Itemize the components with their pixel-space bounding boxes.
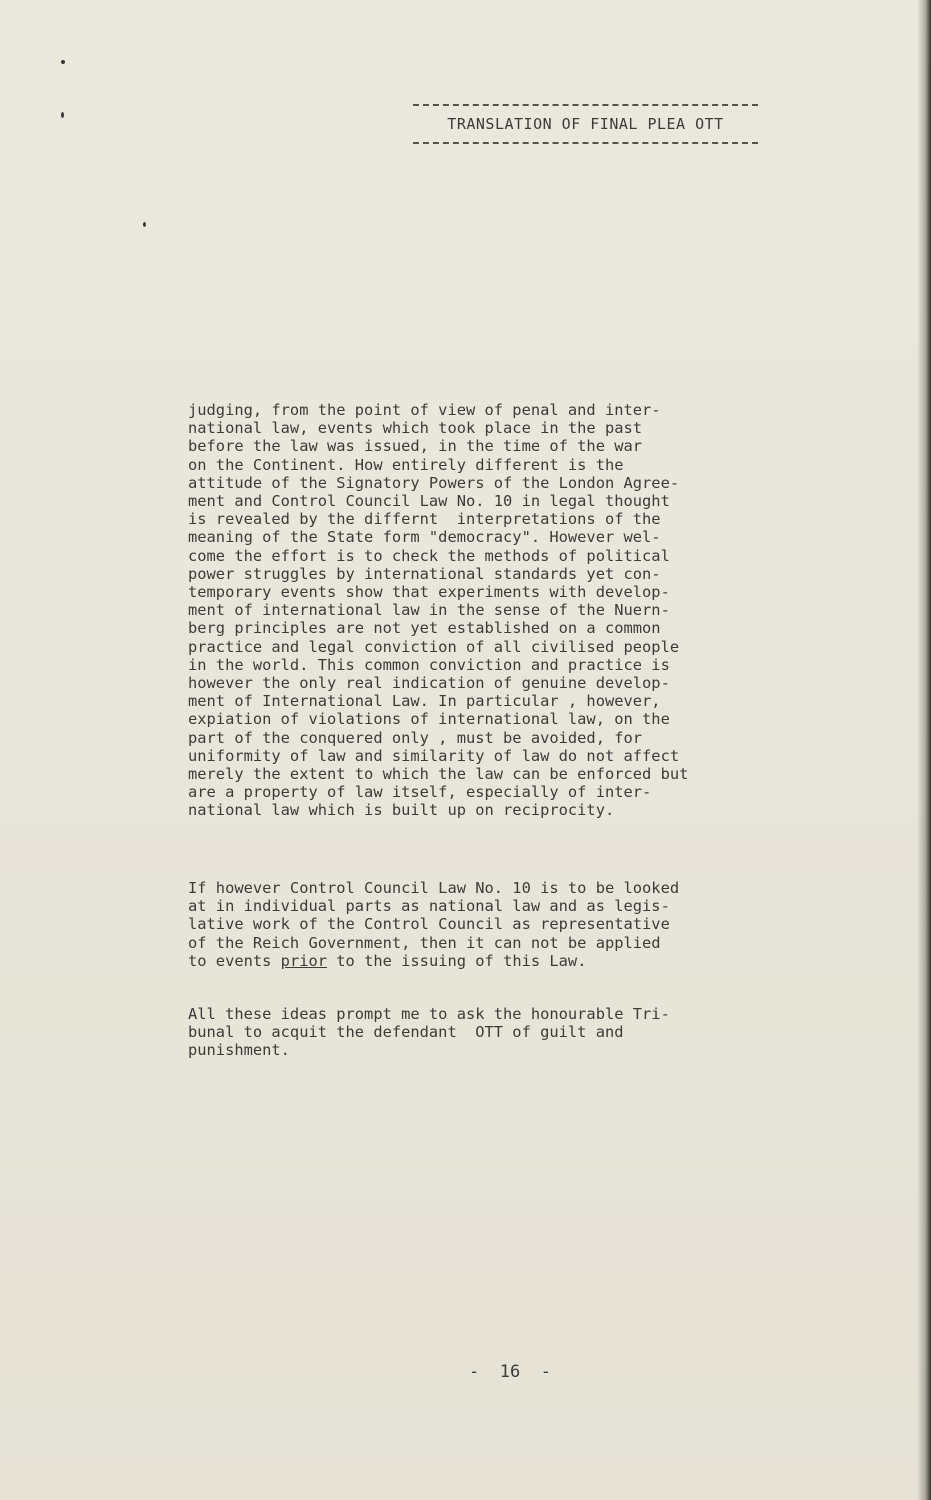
underlined-word: prior bbox=[280, 951, 328, 970]
text-line: temporary events show that experiments with develop- bbox=[188, 583, 670, 602]
text-line: judging, from the point of view of penal and inter- bbox=[188, 401, 661, 419]
text-line: If however Control Council Law No. 10 is to be looked bbox=[188, 879, 680, 897]
text-line: on the Continent. How entirely different is the bbox=[188, 455, 624, 474]
paragraph-plea-conclusion bbox=[188, 1005, 828, 1060]
paragraph-main-argument bbox=[188, 401, 828, 820]
text-line bbox=[188, 952, 828, 970]
text-line: power struggles by international standards yet con- bbox=[188, 564, 661, 583]
text-line: ment of International Law. In particular , however, bbox=[188, 692, 661, 711]
text-line: at in individual parts as national law and as legis- bbox=[188, 897, 670, 916]
text-line: uniformity of law and similarity of law do not affect bbox=[188, 746, 680, 765]
document-header bbox=[413, 104, 758, 144]
text-line: however the only real indication of genuine develop- bbox=[188, 674, 670, 693]
text-line: berg principles are not yet established on a common bbox=[188, 619, 661, 638]
text-line: is revealed by the differnt interpretations of the bbox=[188, 510, 661, 529]
paragraph-control-council-law bbox=[188, 879, 828, 970]
text-line: practice and legal conviction of all civilised people bbox=[188, 637, 680, 656]
header-top-rule bbox=[413, 104, 758, 106]
text-line: are a property of law itself, especially of inter- bbox=[188, 783, 652, 802]
header-title: TRANSLATION OF FINAL PLEA OTT bbox=[447, 115, 724, 133]
text-line: meaning of the State form "democracy". However wel- bbox=[188, 528, 661, 547]
ink-speck bbox=[143, 222, 146, 227]
text-run: to the issuing of this Law. bbox=[327, 951, 587, 970]
text-line: ment and Control Council Law No. 10 in legal thought bbox=[188, 492, 670, 511]
text-line: punishment. bbox=[188, 1041, 290, 1060]
text-line: All these ideas prompt me to ask the honourable Tri- bbox=[188, 1005, 670, 1023]
header-bottom-rule bbox=[413, 142, 758, 144]
text-line: bunal to acquit the defendant OTT of guilt and bbox=[188, 1023, 624, 1042]
text-line: of the Reich Government, then it can not be applied bbox=[188, 933, 661, 952]
ink-speck bbox=[61, 112, 64, 118]
text-line: before the law was issued, in the time of the war bbox=[188, 437, 643, 456]
text-line: in the world. This common conviction and practice is bbox=[188, 655, 670, 674]
text-line: ment of international law in the sense of the Nuern- bbox=[188, 601, 670, 620]
text-line: lative work of the Control Council as representative bbox=[188, 915, 670, 934]
page-edge-shadow bbox=[917, 0, 931, 1500]
page-number: - 16 - bbox=[469, 1362, 551, 1382]
text-run: to events bbox=[188, 951, 281, 970]
text-line: national law, events which took place in the past bbox=[188, 419, 643, 438]
text-line: come the effort is to check the methods of political bbox=[188, 546, 670, 565]
text-line: part of the conquered only , must be avoided, for bbox=[188, 728, 643, 747]
text-line: national law which is built up on reciprocity. bbox=[188, 801, 615, 820]
text-line: merely the extent to which the law can be enforced but bbox=[188, 765, 689, 784]
ink-speck bbox=[61, 60, 65, 64]
text-line: expiation of violations of international law, on the bbox=[188, 710, 670, 729]
text-line: attitude of the Signatory Powers of the London Agree- bbox=[188, 473, 680, 492]
